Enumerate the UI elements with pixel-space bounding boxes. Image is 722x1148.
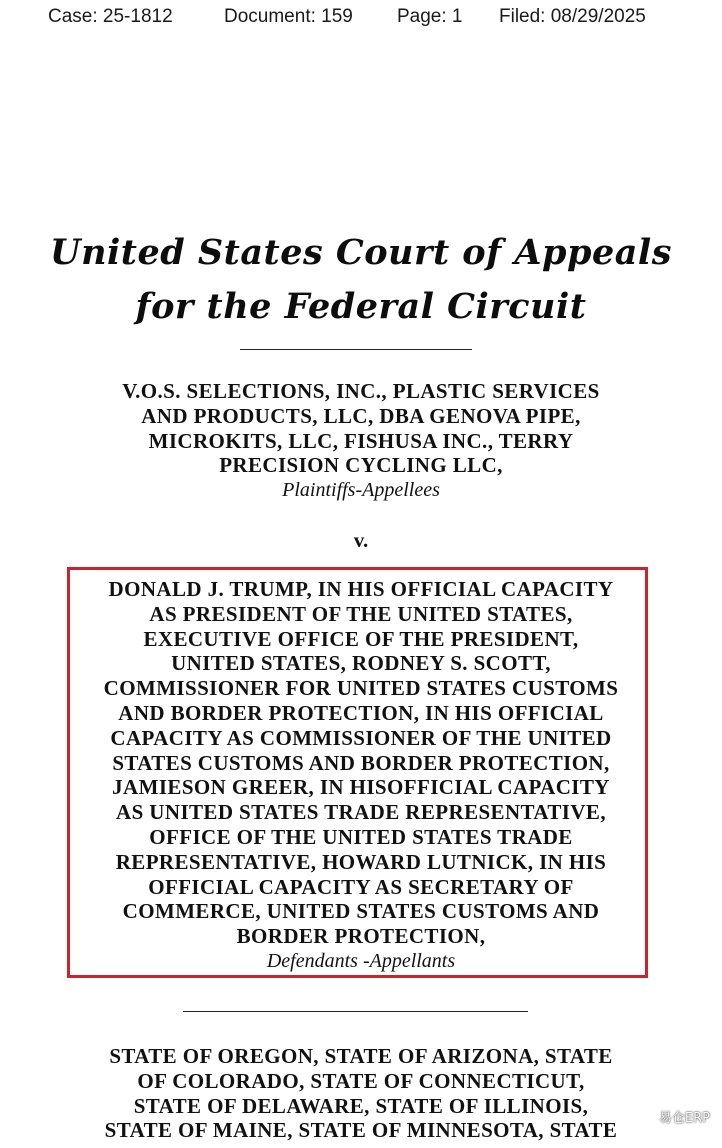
defendants-line: EXECUTIVE OFFICE OF THE PRESIDENT, bbox=[143, 626, 579, 651]
filing-header bbox=[0, 6, 722, 32]
states-line: OF COLORADO, STATE OF CONNECTICUT, bbox=[137, 1068, 585, 1093]
defendants-line: JAMIESON GREER, IN HISOFFICIAL CAPACITY bbox=[112, 775, 610, 800]
defendants-line: OFFICIAL CAPACITY AS SECRETARY OF bbox=[148, 874, 574, 899]
defendants-line: DONALD J. TRUMP, IN HIS OFFICIAL CAPACITY bbox=[108, 577, 614, 601]
court-title-line-1: United States Court of Appeals bbox=[50, 232, 672, 273]
document-number: Document: 159 bbox=[224, 6, 353, 27]
defendants-line: CAPACITY AS COMMISSIONER OF THE UNITED bbox=[110, 725, 612, 750]
states-line: STATE OF DELAWARE, STATE OF ILLINOIS, bbox=[133, 1093, 589, 1118]
plaintiffs-role: Plaintiffs-Appellees bbox=[282, 479, 440, 502]
defendants-block bbox=[0, 577, 722, 974]
section-divider bbox=[183, 1011, 528, 1012]
court-title-line-2: for the Federal Circuit bbox=[135, 286, 587, 327]
title-divider bbox=[240, 349, 472, 350]
defendants-line: COMMISSIONER FOR UNITED STATES CUSTOMS bbox=[103, 676, 619, 701]
defendants-line: OFFICE OF THE UNITED STATES TRADE bbox=[149, 824, 573, 849]
plaintiffs-line: MICROKITS, LLC, FISHUSA INC., TERRY bbox=[148, 428, 574, 453]
defendants-line: BORDER PROTECTION, bbox=[236, 924, 486, 949]
filed-date: Filed: 08/29/2025 bbox=[499, 6, 646, 27]
defendants-line: UNITED STATES, RODNEY S. SCOTT, bbox=[171, 651, 551, 676]
page-number: Page: 1 bbox=[397, 6, 463, 27]
defendants-line: AND BORDER PROTECTION, IN HIS OFFICIAL bbox=[118, 700, 604, 725]
states-line: STATE OF OREGON, STATE OF ARIZONA, STATE bbox=[109, 1044, 613, 1068]
plaintiffs-line: V.O.S. SELECTIONS, INC., PLASTIC SERVICES bbox=[122, 379, 600, 403]
states-block bbox=[0, 1044, 722, 1143]
defendants-line: AS UNITED STATES TRADE REPRESENTATIVE, bbox=[116, 800, 606, 825]
plaintiffs-line: PRECISION CYCLING LLC, bbox=[219, 453, 503, 478]
watermark: 易仓ERP bbox=[658, 1111, 710, 1126]
defendants-line: COMMERCE, UNITED STATES CUSTOMS AND bbox=[122, 899, 600, 924]
plaintiffs-line: AND PRODUCTS, LLC, DBA GENOVA PIPE, bbox=[141, 403, 581, 428]
states-line: STATE OF MAINE, STATE OF MINNESOTA, STATE bbox=[104, 1118, 618, 1143]
plaintiffs-block bbox=[0, 379, 722, 503]
case-number: Case: 25-1812 bbox=[48, 6, 173, 27]
defendants-line: STATES CUSTOMS AND BORDER PROTECTION, bbox=[112, 750, 610, 775]
defendants-line: AS PRESIDENT OF THE UNITED STATES, bbox=[149, 601, 573, 626]
defendants-line: REPRESENTATIVE, HOWARD LUTNICK, IN HIS bbox=[115, 849, 607, 874]
defendants-role: Defendants -Appellants bbox=[266, 949, 456, 972]
versus: v. bbox=[353, 528, 369, 552]
court-title bbox=[0, 226, 722, 334]
